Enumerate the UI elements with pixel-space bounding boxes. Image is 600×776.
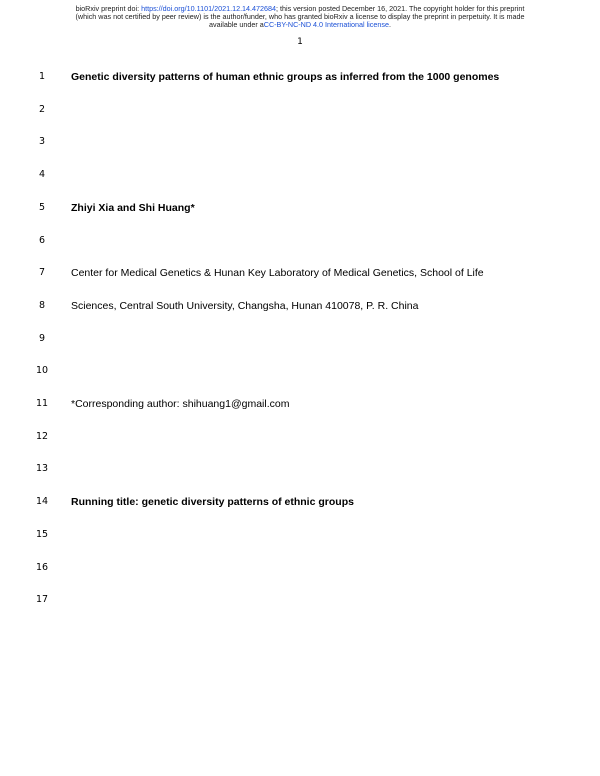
manuscript-line — [0, 168, 600, 182]
line-number: 17 — [35, 594, 49, 606]
manuscript-line — [0, 364, 600, 378]
manuscript-line — [0, 103, 600, 117]
manuscript-line — [0, 135, 600, 149]
line-number: 5 — [38, 201, 46, 213]
line-number: 1 — [38, 71, 46, 82]
line-number: 16 — [35, 561, 49, 573]
manuscript-line — [0, 397, 600, 411]
manuscript-line — [0, 299, 600, 313]
line-number: 15 — [35, 528, 49, 540]
line-number: 6 — [38, 234, 46, 246]
line-number: 12 — [35, 430, 49, 442]
line-number: 2 — [38, 103, 46, 115]
manuscript-line — [0, 332, 600, 346]
line-number: 7 — [38, 267, 46, 279]
manuscript-line — [0, 593, 600, 607]
preprint-header — [30, 5, 570, 30]
license-link[interactable]: CC-BY-NC-ND 4.0 International license — [263, 20, 389, 30]
page-number: 1 — [297, 37, 303, 47]
line-text: Zhiyi Xia and Shi Huang* — [71, 201, 195, 214]
line-text: Sciences, Central South University, Changsha, Hunan 410078, P. R. China — [71, 299, 419, 312]
line-number: 11 — [35, 398, 49, 409]
header-line-3: available under aCC-BY-NC-ND 4.0 International license. — [209, 20, 391, 30]
line-number: 9 — [38, 332, 46, 344]
line-number: 14 — [35, 496, 49, 508]
manuscript-line — [0, 201, 600, 215]
header-line-2: (which was not certified by peer review) is the author/funder, who has granted bioRxiv a license to display the preprint in perpetuity. It is made — [75, 12, 525, 22]
line-number: 8 — [38, 299, 46, 311]
manuscript-line — [0, 430, 600, 444]
manuscript-line — [0, 70, 600, 84]
manuscript-line — [0, 266, 600, 280]
line-number: 13 — [35, 463, 49, 475]
line-text: *Corresponding author: shihuang1@gmail.com — [71, 398, 290, 410]
manuscript-line — [0, 234, 600, 248]
manuscript-line — [0, 495, 600, 509]
doi-link[interactable]: https://doi.org/10.1101/2021.12.14.472684 — [141, 4, 277, 13]
line-number: 10 — [35, 365, 49, 377]
manuscript-line — [0, 462, 600, 476]
line-text: Center for Medical Genetics & Hunan Key Laboratory of Medical Genetics, School of Life — [71, 267, 484, 280]
line-text: Genetic diversity patterns of human ethnic groups as inferred from the 1000 genomes — [71, 71, 500, 83]
line-number: 3 — [38, 136, 46, 148]
line-text: Running title: genetic diversity patterns of ethnic groups — [71, 496, 354, 509]
header-line-1: bioRxiv preprint doi: https://doi.org/10.1101/2021.12.14.472684; this version posted December 16, 2021. The copyright holder for this preprint — [75, 4, 525, 13]
manuscript-line — [0, 528, 600, 542]
manuscript-line — [0, 561, 600, 575]
line-number: 4 — [38, 169, 46, 181]
